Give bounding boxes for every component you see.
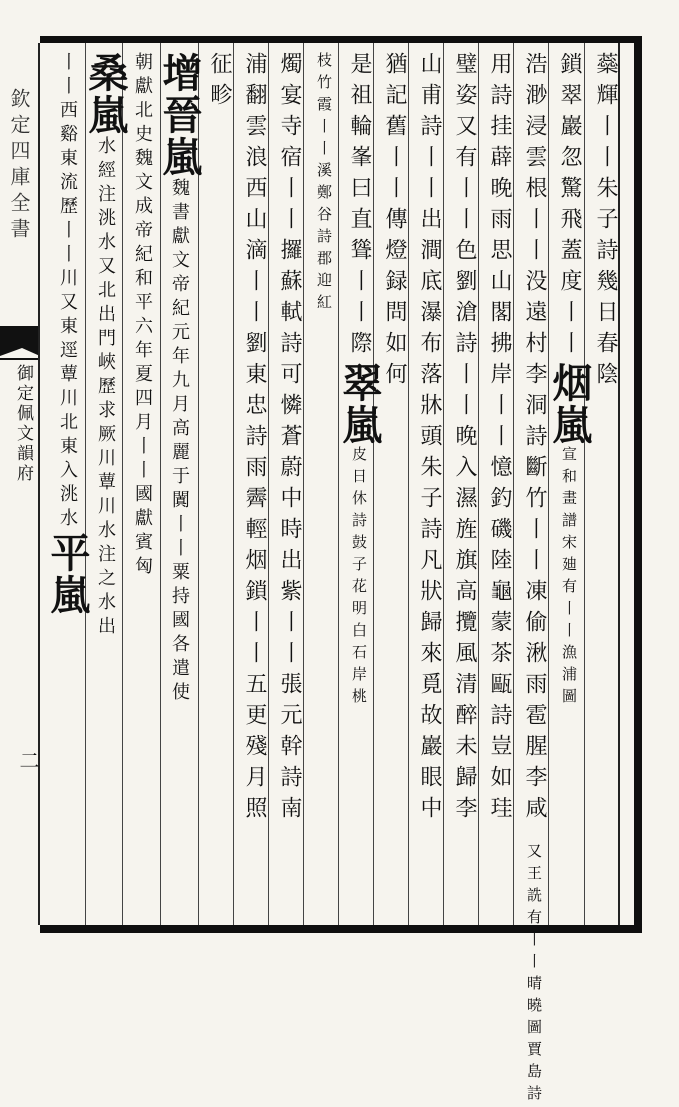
text-column-9 — [309, 52, 339, 917]
frame-right — [634, 36, 642, 933]
column-rule — [584, 43, 585, 925]
column-text: 是祖輪峯曰直聳丨丨際 — [347, 52, 372, 362]
text-column-14 — [127, 52, 157, 917]
text-column-8 — [336, 52, 383, 917]
column-note: 枝竹霞丨丨溪鄭谷詩郡迎紅 — [315, 52, 333, 316]
text-column-1 — [590, 52, 620, 917]
column-rule — [122, 43, 123, 925]
column-note: 朝獻北史魏文成帝紀和平六年夏四月丨丨國獻賓匈 — [132, 52, 153, 580]
entry-heading: 桑嵐 — [82, 52, 129, 136]
text-column-16 — [44, 52, 91, 917]
column-text: 山甫詩丨丨出澗底瀑布落牀頭朱子詩凡狀歸來覓故巖眼中 — [417, 52, 442, 827]
text-column-12 — [204, 52, 234, 917]
entry-heading: 增晉嵐 — [156, 52, 203, 178]
column-rule — [85, 43, 86, 925]
frame-top — [40, 36, 638, 43]
text-column-13 — [156, 52, 203, 917]
text-column-11 — [239, 52, 269, 917]
column-text: 蘂輝丨丨朱子詩幾日春陰 — [593, 52, 618, 393]
column-text: 猶記舊丨丨傳燈録問如何 — [382, 52, 407, 393]
text-column-5 — [449, 52, 479, 917]
column-text: 用詩挂薜晚雨思山閣拂岸丨丨憶釣磯陸龜蒙茶甌詩豈如珪 — [487, 52, 512, 827]
column-note: 皮日休詩鼓子花明白石岸桃 — [350, 446, 368, 710]
column-text: 征畛 — [207, 52, 232, 114]
fishtail-ornament-icon — [0, 326, 40, 356]
entry-heading: 翠嵐 — [336, 362, 383, 446]
text-column-2 — [546, 52, 593, 917]
column-text: 浩渺浸雲根丨丨没遠村李洞詩斷竹丨丨凍偷湫雨雹腥李咸 — [522, 52, 547, 827]
text-column-6 — [414, 52, 444, 917]
margin-book-title: 御定佩文韻府 — [13, 364, 33, 484]
column-note: 丨丨西谿東流歷丨丨川又東逕蕈川北東入洮水 — [57, 52, 78, 532]
text-column-3 — [519, 52, 549, 1107]
column-text: 璧姿又有丨丨色劉滄詩丨丨晚入濕旌旗高攬風清醉未歸李 — [452, 52, 477, 827]
text-column-7 — [379, 52, 409, 917]
page-margin — [0, 36, 40, 933]
page-number: 二 — [16, 750, 40, 770]
entry-heading: 平嵐 — [44, 532, 91, 616]
column-note: 宣和畫譜宋廸有丨丨漁浦圖 — [560, 446, 578, 710]
entry-heading: 烟嵐 — [546, 362, 593, 446]
frame-bottom — [40, 925, 638, 933]
column-text: 鎖翠巖忽驚飛蓋度丨丨 — [557, 52, 582, 362]
margin-title: 欽定四庫全書 — [7, 88, 31, 244]
text-column-4 — [484, 52, 514, 917]
margin-rule — [38, 43, 40, 925]
text-column-15 — [82, 52, 129, 917]
column-note: 魏書獻文帝紀元年九月高麗于闐丨丨粟持國各遣使 — [169, 178, 190, 706]
column-text: 燭宴寺宿丨丨攞蘇軾詩可憐蒼蔚中時出紫丨丨張元幹詩南 — [277, 52, 302, 827]
column-text: 浦翻雲浪西山滴丨丨劉東忠詩雨霽輕烟鎖丨丨五更殘月照 — [242, 52, 267, 827]
text-column-10 — [274, 52, 304, 917]
column-note: 水經注洮水又北出門峽歷求厥川蕈川水注之水出 — [95, 136, 116, 640]
column-note: 又王詵有丨丨晴曉圖賈島詩 — [525, 843, 543, 1107]
margin-divider — [0, 358, 40, 360]
